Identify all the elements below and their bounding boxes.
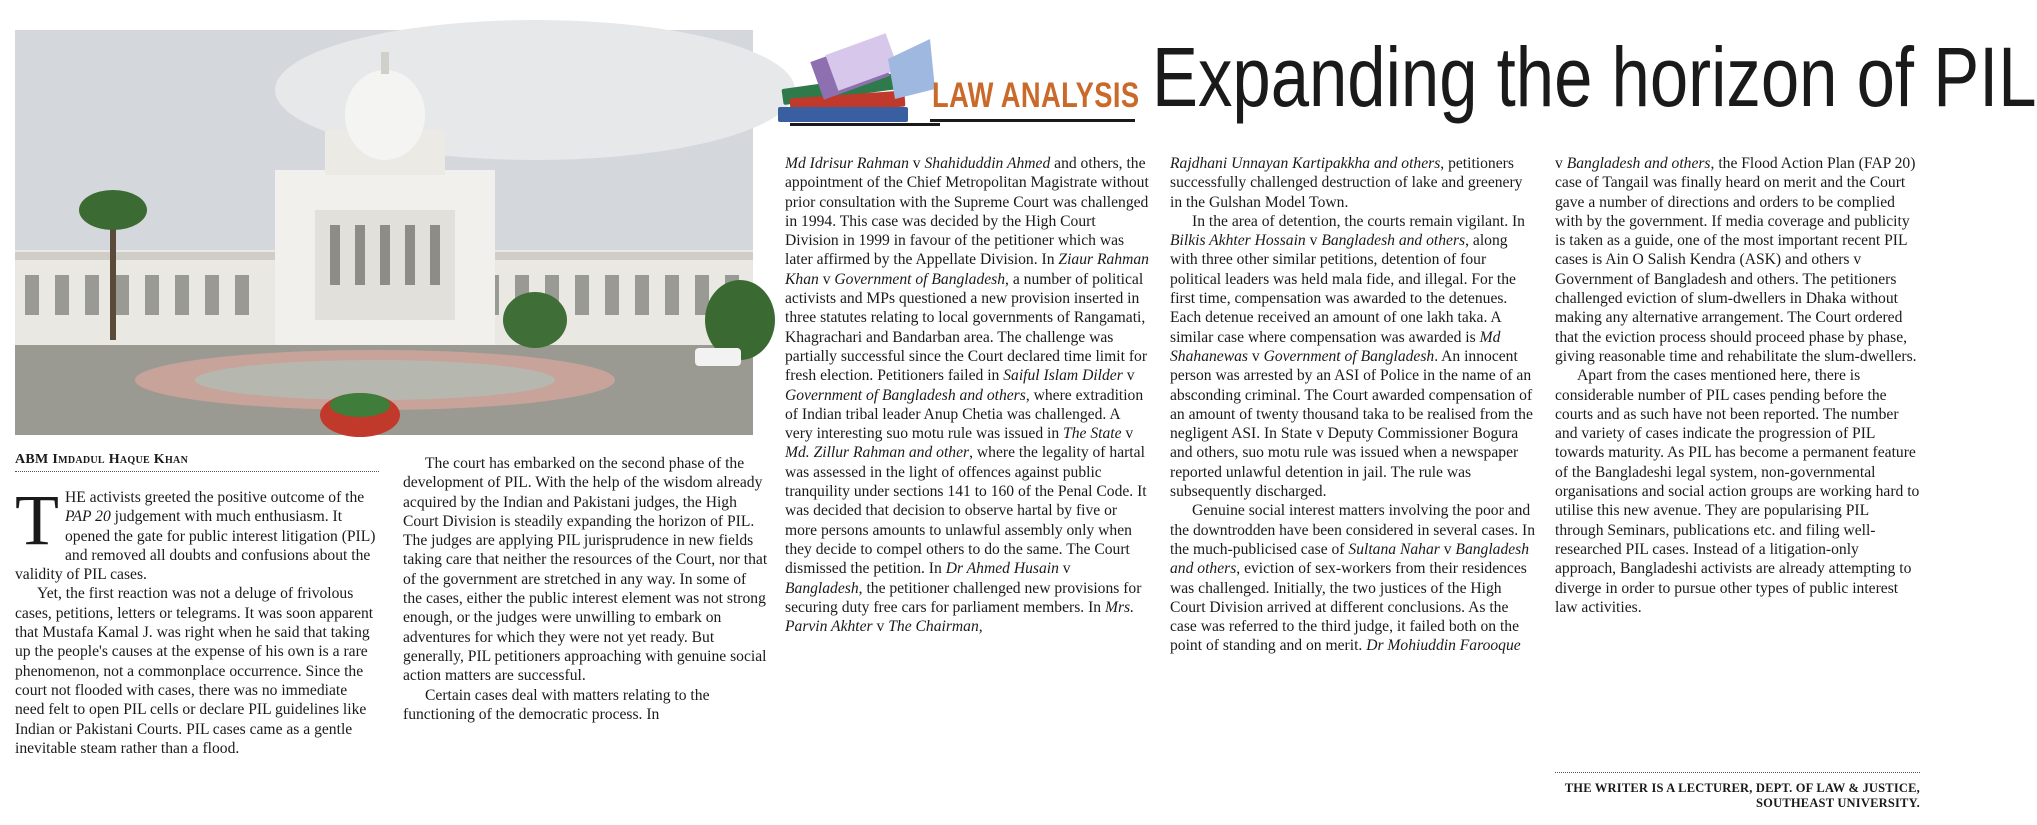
section-kicker: LAW ANALYSIS xyxy=(932,76,1140,115)
paragraph xyxy=(15,480,379,584)
text-run: , the Flood Action Plan (FAP 20) case of Tangail was finally heard on merit and the Court gave a number of directions and orders to be complied with by the government. If media coverage and publicity is taken as a guide, one of the most important recent PIL cases is Ain O Salish Kendra (ASK) and others v Government of Bangladesh and others. The petitioners challenged eviction of slum-dwellers in Dhaka without making any alternative arrangement. The Court ordered that the eviction process should proceed phase by phase, giving reasonable time and rehabilitate the slum-dwellers. xyxy=(1555,155,1917,365)
paragraph: The court has embarked on the second phase of the development of PIL. With the help of the wisdom already acquired by the Indian and Pakistani judges, the High Court Division is steadily expanding the horizon of PIL. The judges are applying PIL jurisprudence in new fields taking care that neither the resources of the Court, nor that of the government are stretched in any way. In some of the cases, either the public interest element was not strong enough, or the judges were unwilling to embark on adventures for which they were not yet ready. But generally, PIL petitioners approaching with genuine social action matters are successful. xyxy=(403,455,768,685)
text-run: v xyxy=(908,155,925,172)
case-name: Md Shahanewas xyxy=(1170,328,1501,365)
text-run: , petitioners successfully challenged destruction of lake and greenery in the Gulshan Model Town. xyxy=(1170,155,1523,211)
text-run: , the petitioner challenged new provisions for securing duty free cars for parliament members. In xyxy=(785,579,1142,616)
text-run: HE activists greeted the positive outcome of the xyxy=(64,489,365,506)
case-name: Md Idrisur Rahman xyxy=(785,155,909,172)
text-run: v xyxy=(1247,347,1264,365)
headline: Expanding the horizon of PIL xyxy=(1152,30,2037,124)
case-name: Shahiduddin Ahmed xyxy=(924,155,1051,172)
writer-credit: THE WRITER IS A LECTURER, DEPT. OF LAW & JUSTICE, SOUTHEAST UNIVERSITY. xyxy=(1555,772,1920,811)
case-name: Government of Bangladesh xyxy=(1263,347,1435,365)
article-column-3 xyxy=(785,154,1151,825)
case-name: Dr Mohiuddin Farooque xyxy=(1366,637,1521,655)
text-run: v xyxy=(1122,367,1135,385)
case-name: The State xyxy=(1063,425,1122,443)
case-name: Saiful Islam Dilder xyxy=(1003,367,1123,385)
paragraph: Apart from the cases mentioned here, there is considerable number of PIL cases pending before the courts and as such have not been reported. The number and variety of cases indicate the progression of PIL towards maturity. As PIL has become a permanent feature of the Bangladeshi legal system, non-governmental organisations and social action groups are working hard to utilise this new avenue. They are popularising PIL through Seminars, publications etc. and filing well-researched PIL cases. Instead of a litigation-only approach, Bangladeshi activists are already attempting to diverge in order to pursue other types of public interest law activities. xyxy=(1555,367,1920,616)
text-run: In the area of detention, the courts remain vigilant. In xyxy=(1192,212,1525,230)
text-run: v xyxy=(1058,560,1071,578)
text-run: Genuine social interest matters involving the poor and the downtrodden have been considered in several cases. In the much-publicised case of xyxy=(1170,502,1536,558)
case-name: Dr Ahmed Husain xyxy=(945,560,1059,578)
drop-cap: T xyxy=(15,480,59,560)
paragraph: Certain cases deal with matters relating to the functioning of the democratic process. In xyxy=(403,686,710,723)
case-name: Bangladesh and others xyxy=(1566,155,1711,172)
case-name: The Chairman, xyxy=(888,618,983,636)
paragraph xyxy=(785,154,1151,636)
article-header xyxy=(770,25,2037,135)
photo-supreme-court-building xyxy=(15,30,753,435)
paragraph xyxy=(1170,212,1536,501)
case-name: Sultana Nahar xyxy=(1348,540,1440,558)
case-name: Md. Zillur Rahman and other xyxy=(785,444,970,462)
text-run: v xyxy=(1305,232,1322,250)
text-run: , a number of political activists and MPs questioned a new provision inserted in three statutes relating to local governments of Rangamati, Khagrachari and Bandarban area. The challenge was partially successful since the Court declared time limit for fresh election. Petitioners failed in xyxy=(785,270,1148,385)
text-run: . An innocent person was arrested by an ASI of Police in the name of an absconding criminal. The Court awarded compensation of an amount of twenty thousand taka to be realised from the negligent ASI. In State v Deputy Commissioner Bogura and others, suo motu rule was issued when a newspaper reported unlawful detention in jail. The rule was subsequently discharged. xyxy=(1170,347,1533,501)
article-column-5 xyxy=(1555,154,1920,754)
case-name: Government of Bangladesh and others xyxy=(785,386,1026,404)
text-run: v xyxy=(872,618,889,636)
paragraph xyxy=(1555,154,1920,366)
byline: ABM Imdadul Haque Khan xyxy=(15,452,379,472)
text-run: v xyxy=(1555,155,1567,172)
case-name: Government of Bangladesh xyxy=(834,270,1006,288)
text-run: , where extradition of Indian tribal leader Anup Chetia was challenged. A very interesting suo motu rule was issued in xyxy=(785,386,1144,443)
kicker-rule xyxy=(930,119,1135,122)
text-run: , where the legality of hartal was assessed in the light of offences against public tranquility under sections 141 to 160 of the Penal Code. It was decided that decision to observe hartal by five or more persons amounts to unlawful assembly only when they decide to compel others to do the same. The Court dismissed the petition. In xyxy=(785,444,1147,578)
text-run: v xyxy=(1121,425,1134,443)
case-name: Mrs. Parvin Akhter xyxy=(785,598,1135,636)
case-name: PAP 20 xyxy=(64,508,111,526)
article-column-1 xyxy=(15,480,379,825)
paragraph: Yet, the first reaction was not a deluge of frivolous cases, petitions, letters or telegrams. It was soon apparent that Mustafa Kamal J. was right when he said that taking up the people's causes at the expense of his own is a rare phenomenon, not a commonplace occurrence. Since the court not flooded with cases, there was no immediate need felt to open PIL cells or declare PIL guidelines like Indian or Pakistani Courts. PIL cases came as a gentle inevitable steam rather than a flood. xyxy=(15,585,374,757)
text-run: v xyxy=(1439,540,1456,558)
case-name: Bilkis Akhter Hossain xyxy=(1170,232,1306,250)
text-run: , along with three other similar petitions, detention of four political leaders was held mala fide, and illegal. For the first time, compensation was awarded to the detenues. Each detenue received an amount of one lakh taka. A similar case where compensation was awarded is xyxy=(1170,232,1516,346)
text-run: v xyxy=(818,270,835,288)
case-name: Bangladesh and others xyxy=(1170,540,1530,578)
case-name: Ziaur Rahman Khan xyxy=(785,251,1149,288)
paragraph xyxy=(1170,154,1536,212)
text-run: , eviction of sex-workers from their residences was challenged. Initially, the two justices of the High Court Division arrived at different conclusions. As the case was referred to the third judge, it failed both on the point of standing and on merit. xyxy=(1170,560,1527,655)
text-run: judgement with much enthusiasm. It opened the gate for public interest litigation (PIL) and removed all doubts and confusions about the validity of PIL cases. xyxy=(15,508,376,584)
article-column-4 xyxy=(1170,154,1536,825)
case-name: Bangladesh and others xyxy=(1321,232,1466,250)
article-column-2 xyxy=(403,454,769,825)
paragraph xyxy=(1170,501,1536,655)
case-name: Rajdhani Unnayan Kartipakkha and others xyxy=(1170,155,1441,172)
text-run: and others, the appointment of the Chief Metropolitan Magistrate without prior consultation with the Supreme Court was challenged in 1994. This case was decided by the High Court Division in 1999 in favour of the petitioner which was later affirmed by the Appellate Division. In xyxy=(785,155,1149,269)
case-name: Bangladesh xyxy=(785,579,859,597)
court-building-illustration xyxy=(15,30,753,435)
